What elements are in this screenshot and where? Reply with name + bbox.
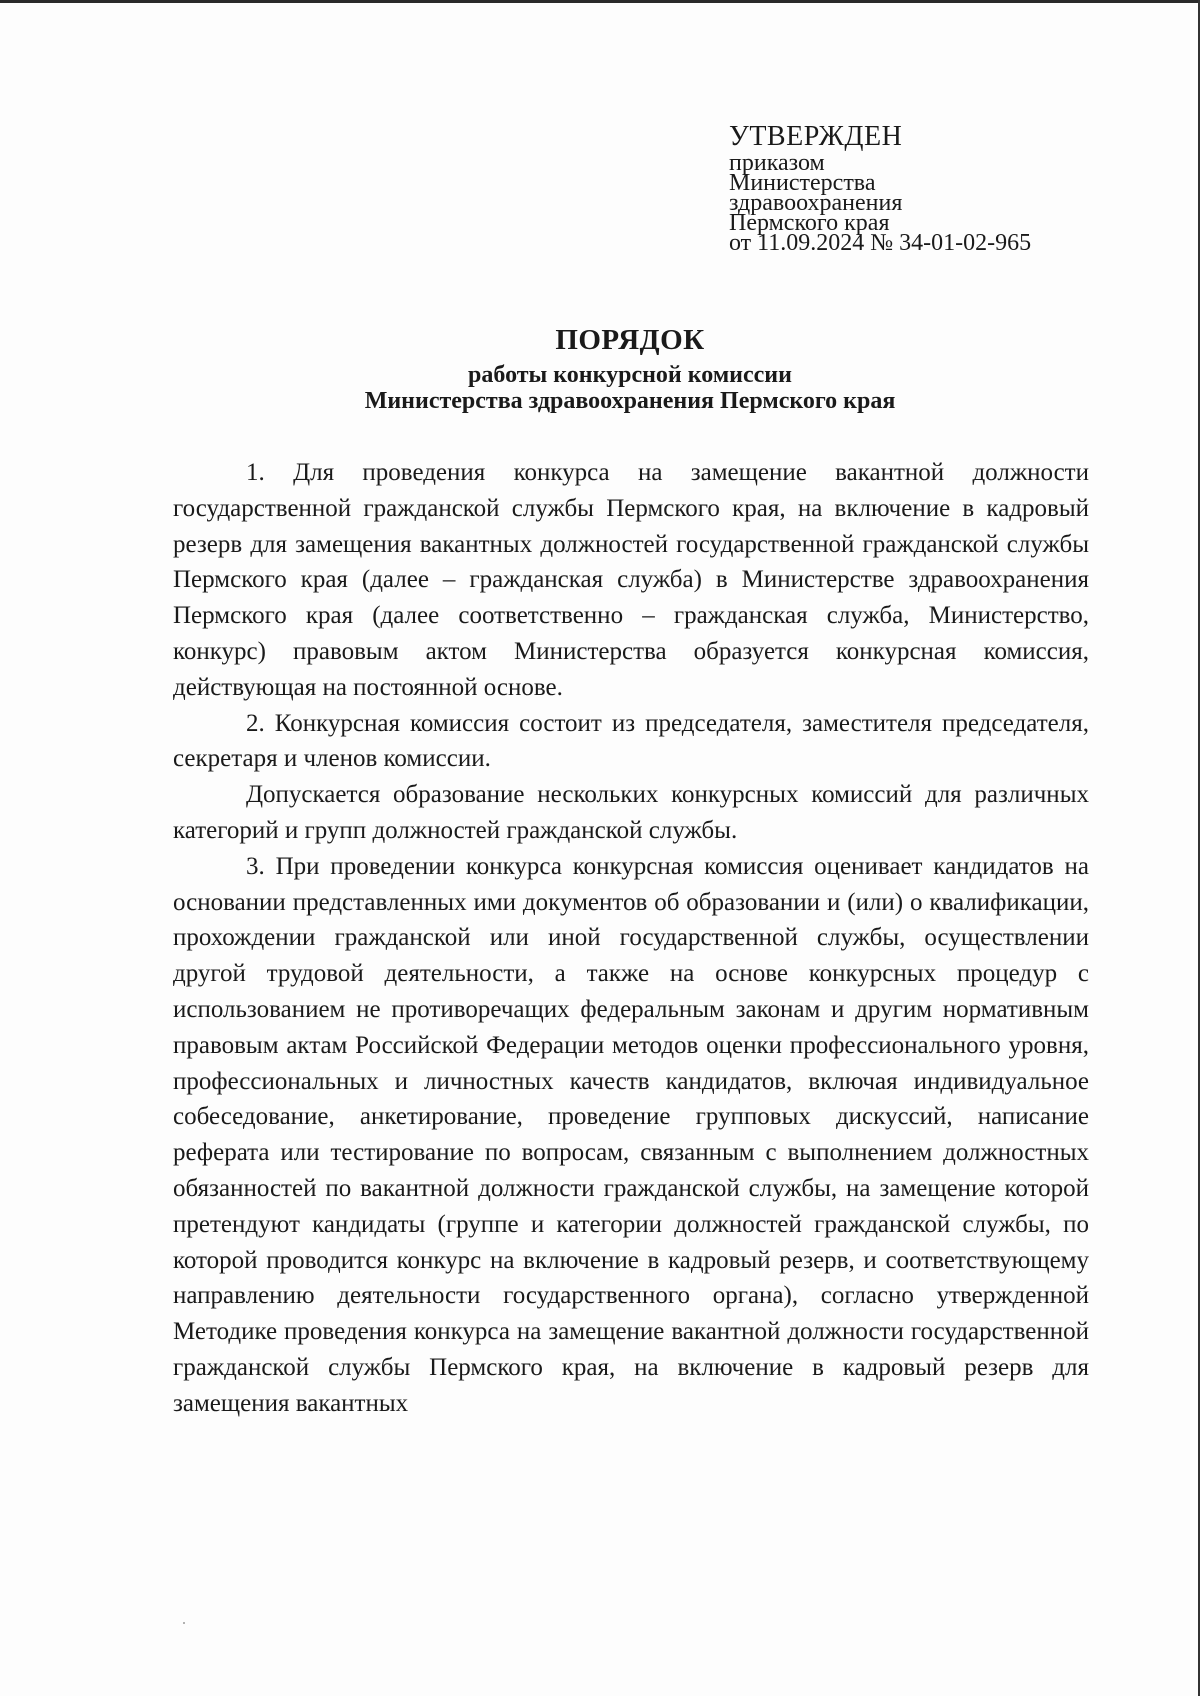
approval-line: приказом	[729, 150, 825, 176]
scan-speck	[183, 1622, 185, 1624]
approval-line: Министерства	[729, 170, 876, 196]
document-subtitle	[170, 362, 1090, 414]
approval-stamp-block	[729, 121, 1129, 256]
scan-edge-top	[0, 0, 1200, 3]
document-body	[173, 455, 1089, 1422]
paragraph-2: 2. Конкурсная комиссия состоит из председателя, заместителя председателя, секретаря и членов комиссии.	[173, 709, 1089, 773]
paragraph-2-continuation: Допускается образование нескольких конкурсных комиссий для различных категорий и групп должностей гражданской службы.	[173, 781, 1089, 844]
approval-line: здравоохранения	[729, 190, 903, 216]
approval-order-number: от 11.09.2024 № 34-01-02-965	[729, 230, 1032, 256]
approval-line: Пермского края	[729, 210, 890, 236]
subtitle-line: работы конкурсной комиссии	[468, 362, 792, 388]
subtitle-line: Министерства здравоохранения Пермского края	[364, 388, 896, 414]
approval-heading: УТВЕРЖДЕН	[729, 121, 903, 152]
paragraph-1: 1. Для проведения конкурса на замещение вакантной должности государственной гражданской службы Пермского края, на включение в кадровый резерв для замещения вакантных должностей государственной гражданской службы Пермского края (далее – гражданская служба) в Министерстве здравоохранения Пермского края (далее соответственно – гражданская служба, Министерство, конкурс) правовым актом Министерства образуется конкурсная комиссия, действующая на постоянной основе.	[173, 459, 1089, 701]
document-title: ПОРЯДОК	[555, 324, 705, 356]
paragraph-3: 3. При проведении конкурса конкурсная комиссия оценивает кандидатов на основании представленных ими документов об образовании и (или) о квалификации, прохождении гражданской или иной государственной службы, осуществлении другой трудовой деятельности, а также на основе конкурсных процедур с использованием не противоречащих федеральным законам и другим нормативным правовым актам Российской Федерации методов оценки профессионального уровня, профессиональных и личностных качеств кандидатов, включая индивидуальное собеседование, анкетирование, проведение групповых дискуссий, написание реферата или тестирование по вопросам, связанным с выполнением должностных обязанностей по вакантной должности гражданской службы, на замещение которой претендуют кандидаты (группе и категории должностей гражданской службы, по которой проводится конкурс на включение в кадровый резерв, и соответствующему направлению деятельности государственного органа), согласно утвержденной Методике проведения конкурса на замещение вакантной должности государственной гражданской службы Пермского края, на включение в кадровый резерв для замещения вакантных	[173, 852, 1089, 1417]
